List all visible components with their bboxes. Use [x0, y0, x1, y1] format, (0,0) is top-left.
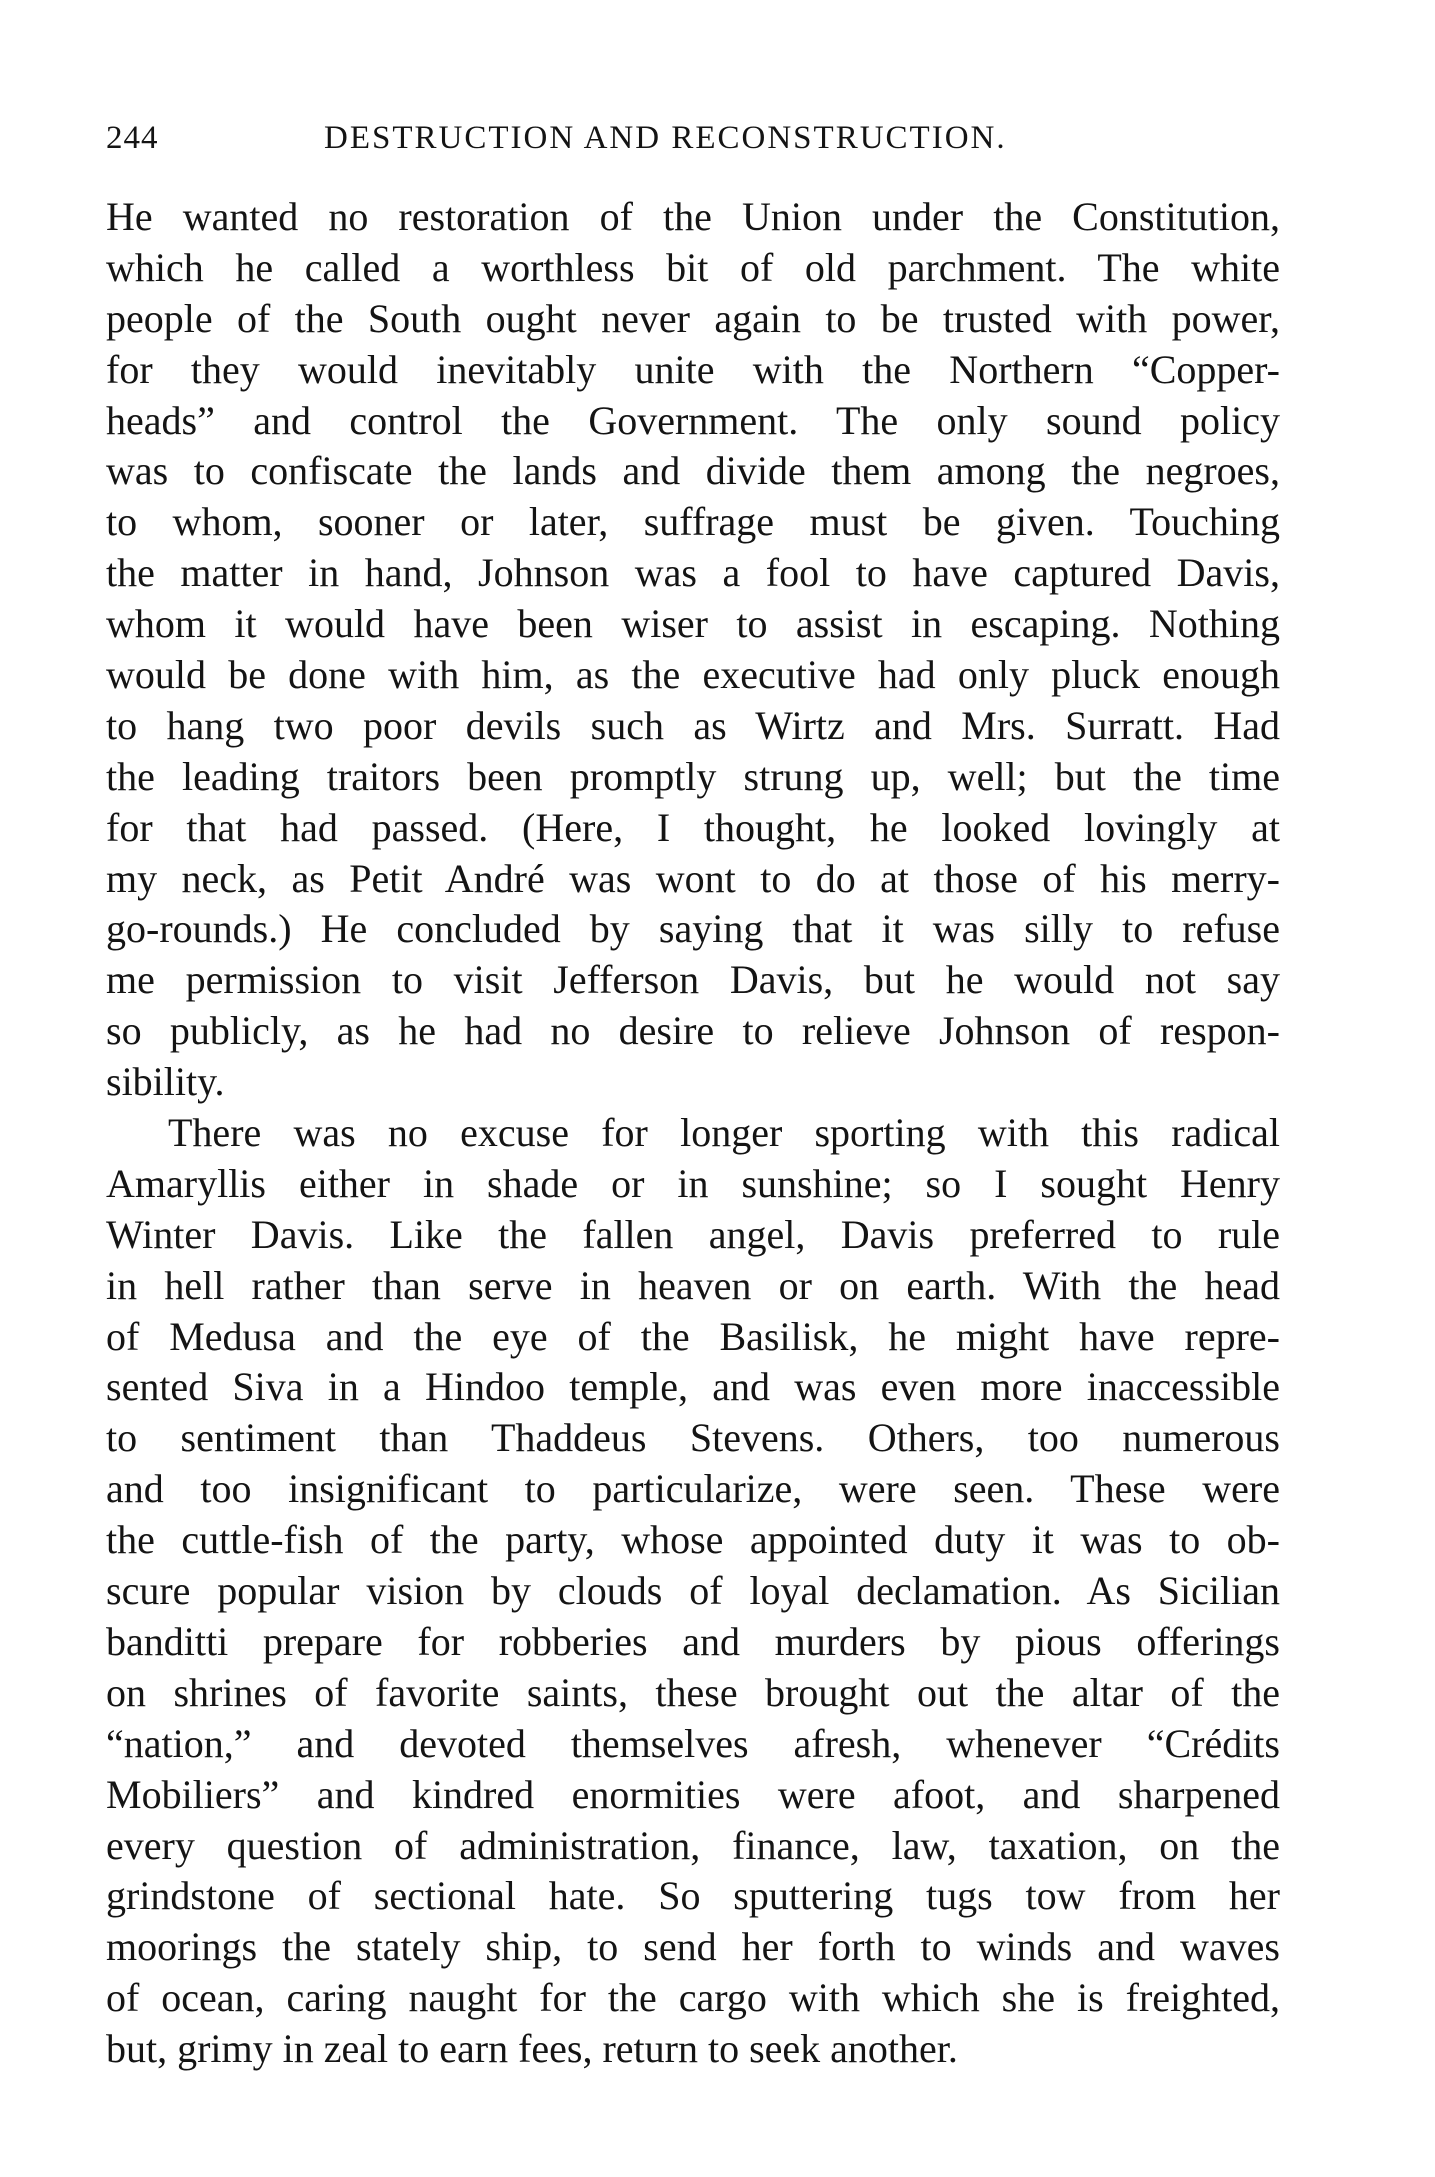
text-line: Amaryllis either in shade or in sunshine; so I sought Henry [106, 1160, 1280, 1206]
text-line: on shrines of favorite saints, these brought out the altar of the [106, 1669, 1280, 1715]
running-head [106, 120, 1280, 168]
text-line: which he called a worthless bit of old parchment. The white [106, 244, 1280, 290]
text-line: Mobiliers” and kindred enormities were afoot, and sharpened [106, 1771, 1280, 1817]
text-line: heads” and control the Government. The only sound policy [106, 397, 1280, 443]
text-line: sented Siva in a Hindoo temple, and was even more inaccessible [106, 1364, 1280, 1410]
text-line: moorings the stately ship, to send her forth to winds and waves [106, 1924, 1280, 1970]
book-page [106, 120, 1280, 2075]
text-line: There was no excuse for longer sporting with this radical [168, 1110, 1280, 1156]
text-line: banditti prepare for robberies and murders by pious offerings [106, 1618, 1280, 1664]
page-number: 244 [106, 120, 159, 156]
text-line: people of the South ought never again to be trusted with power, [106, 295, 1280, 341]
text-line: He wanted no restoration of the Union under the Constitution, [106, 194, 1280, 239]
text-line: go-rounds.) He concluded by saying that it was silly to refuse [106, 906, 1280, 952]
text-line: to hang two poor devils such as Wirtz and Mrs. Surratt. Had [106, 702, 1280, 748]
text-line: would be done with him, as the executive had only pluck enough [106, 652, 1280, 698]
text-line: for they would inevitably unite with the Northern “Copper- [106, 346, 1280, 392]
text-line: my neck, as Petit André was wont to do at those of his merry- [106, 855, 1280, 901]
text-line: “nation,” and devoted themselves afresh, whenever “Crédits [106, 1720, 1280, 1766]
text-line: to sentiment than Thaddeus Stevens. Others, too numerous [106, 1415, 1280, 1461]
text-line: the matter in hand, Johnson was a fool to have captured Davis, [106, 550, 1280, 596]
running-title: DESTRUCTION AND RECONSTRUCTION. [324, 120, 1007, 156]
text-line: grindstone of sectional hate. So sputtering tugs tow from her [106, 1873, 1280, 1919]
text-line: and too insignificant to particularize, were seen. These were [106, 1466, 1280, 1512]
text-line: me permission to visit Jefferson Davis, but he would not say [106, 957, 1280, 1003]
text-line: the cuttle-fish of the party, whose appointed duty it was to ob- [106, 1517, 1280, 1563]
text-line: whom it would have been wiser to assist in escaping. Nothing [106, 601, 1280, 647]
text-line: scure popular vision by clouds of loyal declamation. As Sicilian [106, 1568, 1280, 1614]
text-line: of Medusa and the eye of the Basilisk, he might have repre- [106, 1313, 1280, 1359]
paragraph-2 [106, 1108, 1280, 2075]
text-line: was to confiscate the lands and divide them among the negroes, [106, 448, 1280, 494]
text-line: of ocean, caring naught for the cargo with which she is freighted, [106, 1975, 1280, 2021]
text-line: the leading traitors been promptly strung up, well; but the time [106, 753, 1280, 799]
text-line: every question of administration, finance, law, taxation, on the [106, 1822, 1280, 1868]
text-line: to whom, sooner or later, suffrage must be given. Touching [106, 499, 1280, 545]
text-line: sibility. [106, 1059, 225, 1105]
text-line: for that had passed. (Here, I thought, he looked lovingly at [106, 804, 1280, 850]
text-line: Winter Davis. Like the fallen angel, Davis preferred to rule [106, 1211, 1280, 1257]
text-line: so publicly, as he had no desire to relieve Johnson of respon- [106, 1008, 1280, 1054]
paragraph-1 [106, 192, 1280, 1108]
text-line: but, grimy in zeal to earn fees, return to seek another. [106, 2026, 958, 2072]
text-line: in hell rather than serve in heaven or on earth. With the head [106, 1262, 1280, 1308]
